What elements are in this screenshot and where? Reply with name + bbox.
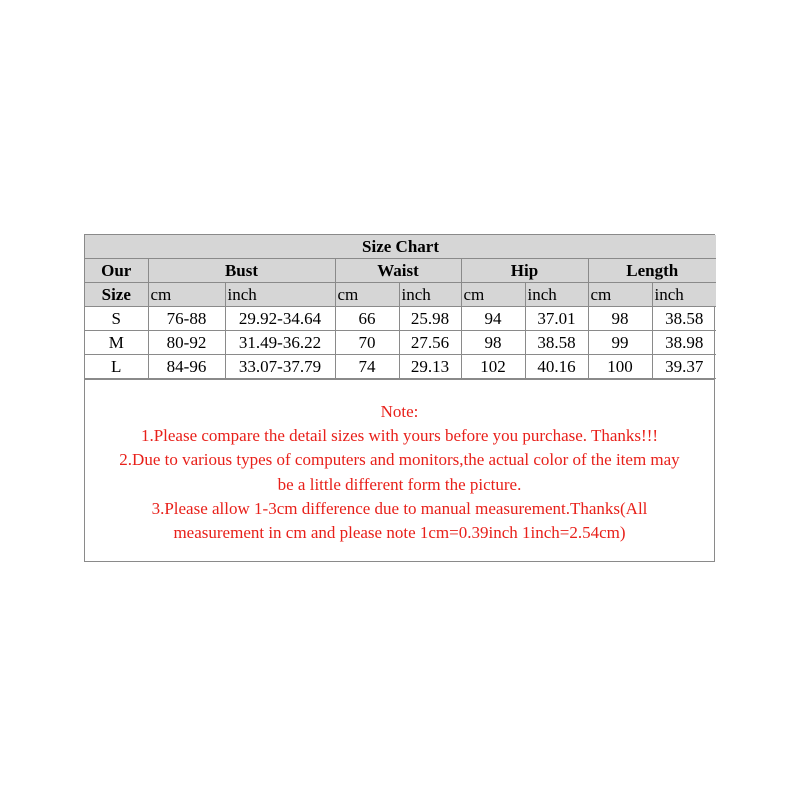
length-cm-cell: 98 bbox=[588, 307, 652, 331]
bust-inch-cell: 29.92-34.64 bbox=[225, 307, 335, 331]
length-inch-cell: 39.37 bbox=[652, 355, 716, 379]
bust-cm-cell: 80-92 bbox=[148, 331, 225, 355]
note-box bbox=[85, 379, 714, 561]
hip-cm-cell: 98 bbox=[461, 331, 525, 355]
waist-inch-cell: 29.13 bbox=[399, 355, 461, 379]
hip-cm-cell: 94 bbox=[461, 307, 525, 331]
group-header-row bbox=[85, 259, 716, 283]
size-table bbox=[85, 235, 716, 379]
size-label-cell: S bbox=[85, 307, 148, 331]
bust-cm-cell: 84-96 bbox=[148, 355, 225, 379]
title-row bbox=[85, 235, 716, 259]
waist-inch-cell: 27.56 bbox=[399, 331, 461, 355]
hip-inch-cell: 38.58 bbox=[525, 331, 588, 355]
bust-header: Bust bbox=[148, 259, 335, 283]
note-line-3: be a little different form the picture. bbox=[277, 474, 522, 494]
table-title: Size Chart bbox=[85, 235, 716, 259]
our-size-label-line2: Size bbox=[85, 283, 148, 307]
size-label-cell: M bbox=[85, 331, 148, 355]
unit-header-row bbox=[85, 283, 716, 307]
note-line-4: 3.Please allow 1-3cm difference due to manual measurement.Thanks(All bbox=[151, 498, 648, 518]
bust-inch-cell: 33.07-37.79 bbox=[225, 355, 335, 379]
hip-cm-cell: 102 bbox=[461, 355, 525, 379]
our-size-label-line1: Our bbox=[85, 259, 148, 283]
length-inch-cell: 38.98 bbox=[652, 331, 716, 355]
waist-cm-cell: 70 bbox=[335, 331, 399, 355]
waist-inch-cell: 25.98 bbox=[399, 307, 461, 331]
hip-inch-cell: 40.16 bbox=[525, 355, 588, 379]
note-line-1: 1.Please compare the detail sizes with yours before you purchase. Thanks!!! bbox=[140, 426, 659, 446]
table-row bbox=[85, 331, 716, 355]
waist-cm-cell: 66 bbox=[335, 307, 399, 331]
length-header: Length bbox=[588, 259, 716, 283]
note-line-2: 2.Due to various types of computers and monitors,the actual color of the item may bbox=[119, 450, 680, 470]
length-inch-cell: 38.58 bbox=[652, 307, 716, 331]
length-cm-cell: 99 bbox=[588, 331, 652, 355]
waist-cm-cell: 74 bbox=[335, 355, 399, 379]
hip-header: Hip bbox=[461, 259, 588, 283]
hip-cm-unit: cm bbox=[461, 283, 525, 307]
length-cm-cell: 100 bbox=[588, 355, 652, 379]
bust-inch-unit: inch bbox=[225, 283, 335, 307]
hip-inch-cell: 37.01 bbox=[525, 307, 588, 331]
table-row bbox=[85, 355, 716, 379]
note-heading: Note: bbox=[380, 402, 419, 421]
size-chart bbox=[84, 234, 715, 562]
waist-header: Waist bbox=[335, 259, 461, 283]
table-row bbox=[85, 307, 716, 331]
length-inch-unit: inch bbox=[652, 283, 716, 307]
size-label-cell: L bbox=[85, 355, 148, 379]
bust-cm-cell: 76-88 bbox=[148, 307, 225, 331]
length-cm-unit: cm bbox=[588, 283, 652, 307]
bust-cm-unit: cm bbox=[148, 283, 225, 307]
note-line-5: measurement in cm and please note 1cm=0.39inch 1inch=2.54cm) bbox=[173, 523, 626, 543]
waist-cm-unit: cm bbox=[335, 283, 399, 307]
waist-inch-unit: inch bbox=[399, 283, 461, 307]
hip-inch-unit: inch bbox=[525, 283, 588, 307]
bust-inch-cell: 31.49-36.22 bbox=[225, 331, 335, 355]
